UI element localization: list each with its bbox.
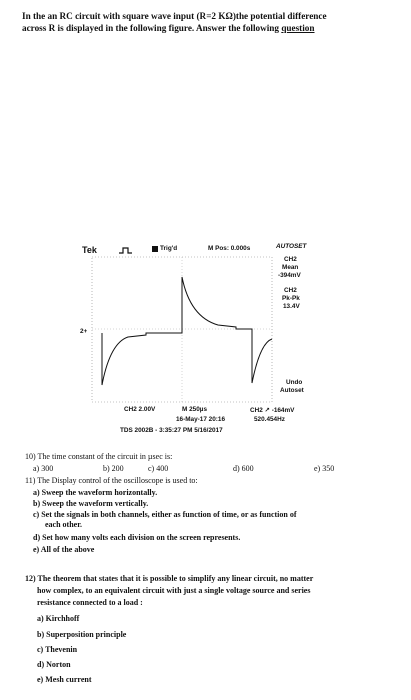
autoset-undo-label: Autoset (280, 387, 304, 394)
q11-option-b: b) Sweep the waveform vertically. (33, 499, 149, 508)
q12-line-1: 12) The theorem that states that it is possible to simplify any linear circuit, no matter (25, 574, 314, 583)
q10-option-e: e) 350 (314, 464, 335, 473)
q10-option-a: a) 300 (33, 464, 54, 473)
q11-option-d: d) Set how many volts each division on the screen represents. (33, 533, 241, 542)
scope-frequency: 520.454Hz (254, 416, 285, 423)
trig-status: Trig'd (160, 245, 178, 252)
q11-option-c: c) Set the signals in both channels, either as function of time, or as function of (33, 510, 297, 519)
q11-option-e: e) All of the above (33, 545, 95, 554)
intro-line-1: In the an RC circuit with square wave input (R=2 KΩ)the potential difference (22, 11, 327, 21)
trigger-icon (152, 246, 158, 252)
scope-date: 16-May-17 20:16 (176, 416, 226, 423)
trigger-info: CH2 ↗ -164mV (250, 407, 295, 414)
q11-option-c-cont: each other. (45, 520, 83, 529)
side-pkpk-value: 13.4V (283, 303, 300, 310)
q10-option-c: c) 400 (148, 464, 169, 473)
intro-question-link: question (281, 23, 315, 33)
q12-option-b: b) Superposition principle (37, 630, 127, 639)
oscilloscope-display (80, 243, 330, 438)
q12-option-e: e) Mesh current (37, 675, 92, 684)
scope-screen (88, 255, 276, 405)
q10-option-d: d) 600 (233, 464, 254, 473)
side-ch2-b: CH2 (284, 287, 297, 294)
q11-text: 11) The Display control of the oscilloscope is used to: (25, 476, 198, 485)
horizontal-position: M Pos: 0.000s (208, 245, 251, 252)
intro-line-2 (22, 22, 387, 34)
q12-option-d: d) Norton (37, 660, 71, 669)
q12-option-c: c) Thevenin (37, 645, 78, 654)
q11-option-a: a) Sweep the waveform horizontally. (33, 488, 158, 497)
q10-text: 10) The time constant of the circuit in µsec is: (25, 452, 173, 461)
q10-option-b: b) 200 (103, 464, 124, 473)
q12-line-2: how complex, to an equivalent circuit with just a single voltage source and series (37, 586, 311, 595)
undo-label: Undo (286, 379, 303, 386)
side-ch2: CH2 (284, 256, 297, 263)
side-pkpk: Pk-Pk (282, 295, 300, 302)
square-wave-icon (118, 246, 134, 255)
intro-line-2a: across R is displayed in the following figure. Answer the following (22, 23, 282, 33)
side-mean: Mean (282, 264, 299, 271)
channel-marker: 2+ (80, 328, 88, 335)
side-mean-value: -394mV (278, 272, 301, 279)
autoset-title: AUTOSET (276, 243, 307, 250)
ch2-scale: CH2 2.00V (124, 406, 156, 413)
scope-brand: Tek (82, 245, 97, 255)
q12-option-a: a) Kirchhoff (37, 614, 80, 623)
intro-text (22, 10, 387, 34)
q12-line-3: resistance connected to a load : (37, 598, 143, 607)
time-scale: M 250µs (182, 406, 207, 413)
scope-footer: TDS 2002B - 3:35:27 PM 5/16/2017 (120, 427, 223, 434)
